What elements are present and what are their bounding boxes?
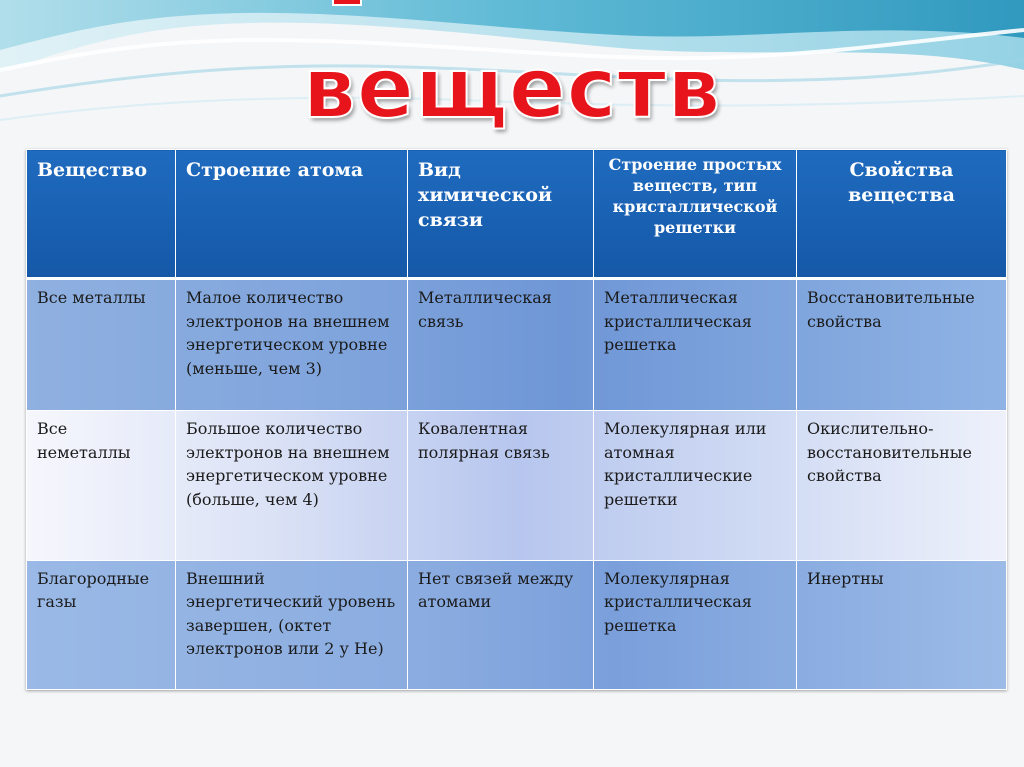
header-atom-structure: Строение атома xyxy=(176,150,408,279)
cell-properties: Восстановительные свойства xyxy=(797,279,1007,411)
cell-structure: Молекулярная или атомная кристаллические решетки xyxy=(594,411,797,560)
table-header-row xyxy=(27,150,1007,279)
cell-substance: Все металлы xyxy=(27,279,176,411)
title-fragment xyxy=(332,0,362,6)
table-row xyxy=(27,411,1007,560)
cell-structure: Металлическая кристаллическая решетка xyxy=(594,279,797,411)
header-bond-type: Вид химической связи xyxy=(408,150,594,279)
substances-table xyxy=(26,149,1007,690)
cell-substance: Благородные газы xyxy=(27,560,176,689)
cell-atom: Малое количество электронов на внешнем энергетическом уровне (меньше, чем 3) xyxy=(176,279,408,411)
cell-properties: Окислительно-восстановительные свойства xyxy=(797,411,1007,560)
header-substance: Вещество xyxy=(27,150,176,279)
table-row xyxy=(27,279,1007,411)
cell-bond: Ковалентная полярная связь xyxy=(408,411,594,560)
cell-bond: Нет связей между атомами xyxy=(408,560,594,689)
slide-title: веществ xyxy=(302,39,722,137)
cell-properties: Инертны xyxy=(797,560,1007,689)
cell-substance: Все неметаллы xyxy=(27,411,176,560)
cell-atom: Внешний энергетический уровень завершен, (октет электронов или 2 у He) xyxy=(176,560,408,689)
cell-atom: Большое количество электронов на внешнем энергетическом уровне (больше, чем 4) xyxy=(176,411,408,560)
header-properties: Свойства вещества xyxy=(797,150,1007,279)
header-crystal-lattice: Строение простых веществ, тип кристаллической решетки xyxy=(594,150,797,279)
cell-structure: Молекулярная кристаллическая решетка xyxy=(594,560,797,689)
table-row xyxy=(27,560,1007,689)
cell-bond: Металлическая связь xyxy=(408,279,594,411)
